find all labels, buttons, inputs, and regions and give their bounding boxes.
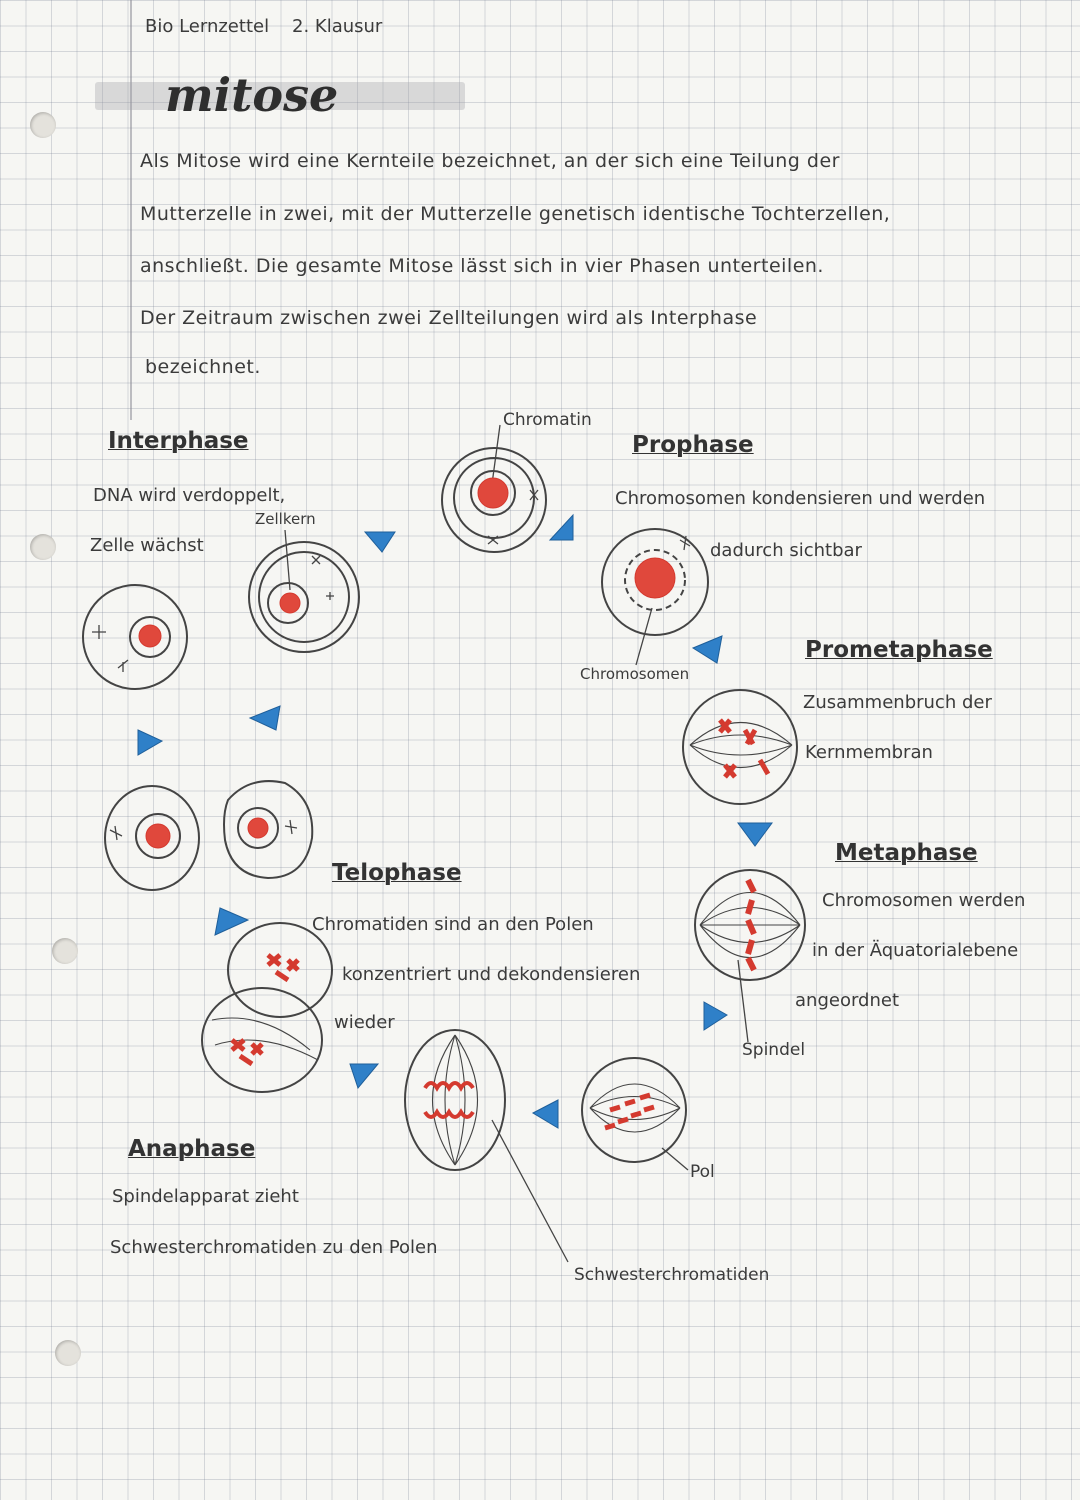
cell-interphase-2 (249, 530, 359, 652)
chromosome-x (720, 720, 768, 777)
prophase-desc-2: dadurch sichtbar (710, 540, 862, 561)
cell-anaphase (405, 1030, 568, 1262)
arrow-icon (704, 1002, 727, 1030)
anaphase-title: Anaphase (128, 1136, 256, 1162)
metaphase-desc-3: angeordnet (795, 990, 900, 1011)
note-title: Bio Lernzettel (145, 16, 270, 37)
prophase-title: Prophase (632, 432, 754, 458)
prometaphase-title: Prometaphase (805, 637, 993, 663)
arrow-icon (550, 515, 573, 540)
intro-line-2: Mutterzelle in zwei, mit der Mutterzelle genetisch identische Tochterzellen, (140, 203, 891, 225)
arrow-icon (350, 1064, 378, 1088)
arrow-icon (365, 532, 395, 552)
prometaphase-desc-2: Kernmembran (805, 742, 933, 763)
label-chromatin: Chromatin (503, 410, 592, 430)
cell-interphase-1 (83, 585, 187, 689)
chromosome-equator (748, 880, 754, 970)
intro-line-1: Als Mitose wird eine Kernteile bezeichnet, an der sich eine Teilung der (140, 150, 840, 172)
telophase-desc-2: konzentriert und dekondensieren (342, 964, 641, 985)
intro-line-4: Der Zeitraum zwischen zwei Zellteilungen wird als Interphase (140, 307, 758, 329)
metaphase-desc-1: Chromosomen werden (822, 890, 1026, 911)
label-zellkern: Zellkern (255, 510, 316, 528)
label-schwesterchromatiden: Schwesterchromatiden (574, 1265, 770, 1285)
anaphase-desc-2: Schwesterchromatiden zu den Polen (110, 1237, 438, 1258)
metaphase-desc-2: in der Äquatorialebene (812, 940, 1019, 961)
prometaphase-desc-1: Zusammenbruch der (803, 692, 992, 713)
telophase-chromosomes-bottom (232, 1040, 262, 1064)
telophase-desc-3: wieder (334, 1012, 395, 1033)
interphase-desc-1: DNA wird verdoppelt, (93, 485, 286, 506)
arrow-icon (250, 706, 280, 730)
chromosome-cluster (139, 625, 161, 647)
cell-telophase (202, 923, 332, 1092)
chromosome-cluster (280, 593, 300, 613)
arrow-icon (215, 908, 248, 935)
label-spindel: Spindel (742, 1040, 806, 1060)
topic-title: mitose (165, 68, 339, 122)
arrow-icon (693, 636, 722, 663)
metaphase-title: Metaphase (835, 840, 978, 866)
arrow-icon (533, 1100, 558, 1128)
intro-line-3: anschließt. Die gesamte Mitose lässt sich in vier Phasen unterteilen. (140, 255, 824, 277)
telophase-title: Telophase (332, 860, 462, 886)
telophase-desc-1: Chromatiden sind an den Polen (312, 914, 594, 935)
telophase-chromosomes-top (268, 955, 298, 980)
chromosome-cluster (248, 818, 268, 838)
interphase-title: Interphase (108, 428, 249, 454)
intro-line-5: bezeichnet. (145, 356, 261, 378)
chromatids-separating (605, 1095, 654, 1128)
label-pol: Pol (690, 1162, 715, 1182)
arrow-icon (738, 823, 772, 846)
cell-prometaphase (683, 690, 797, 804)
anaphase-desc-1: Spindelapparat zieht (112, 1186, 299, 1207)
chromosome-cluster (478, 478, 508, 508)
label-chromosomen: Chromosomen (580, 665, 690, 683)
prophase-desc-1: Chromosomen kondensieren und werden (615, 488, 986, 509)
chromosome-cluster (146, 824, 170, 848)
interphase-desc-2: Zelle wächst (90, 535, 204, 556)
chromosome-cluster (635, 558, 675, 598)
arrow-icon (138, 730, 162, 755)
exam-label: 2. Klausur (292, 16, 383, 37)
